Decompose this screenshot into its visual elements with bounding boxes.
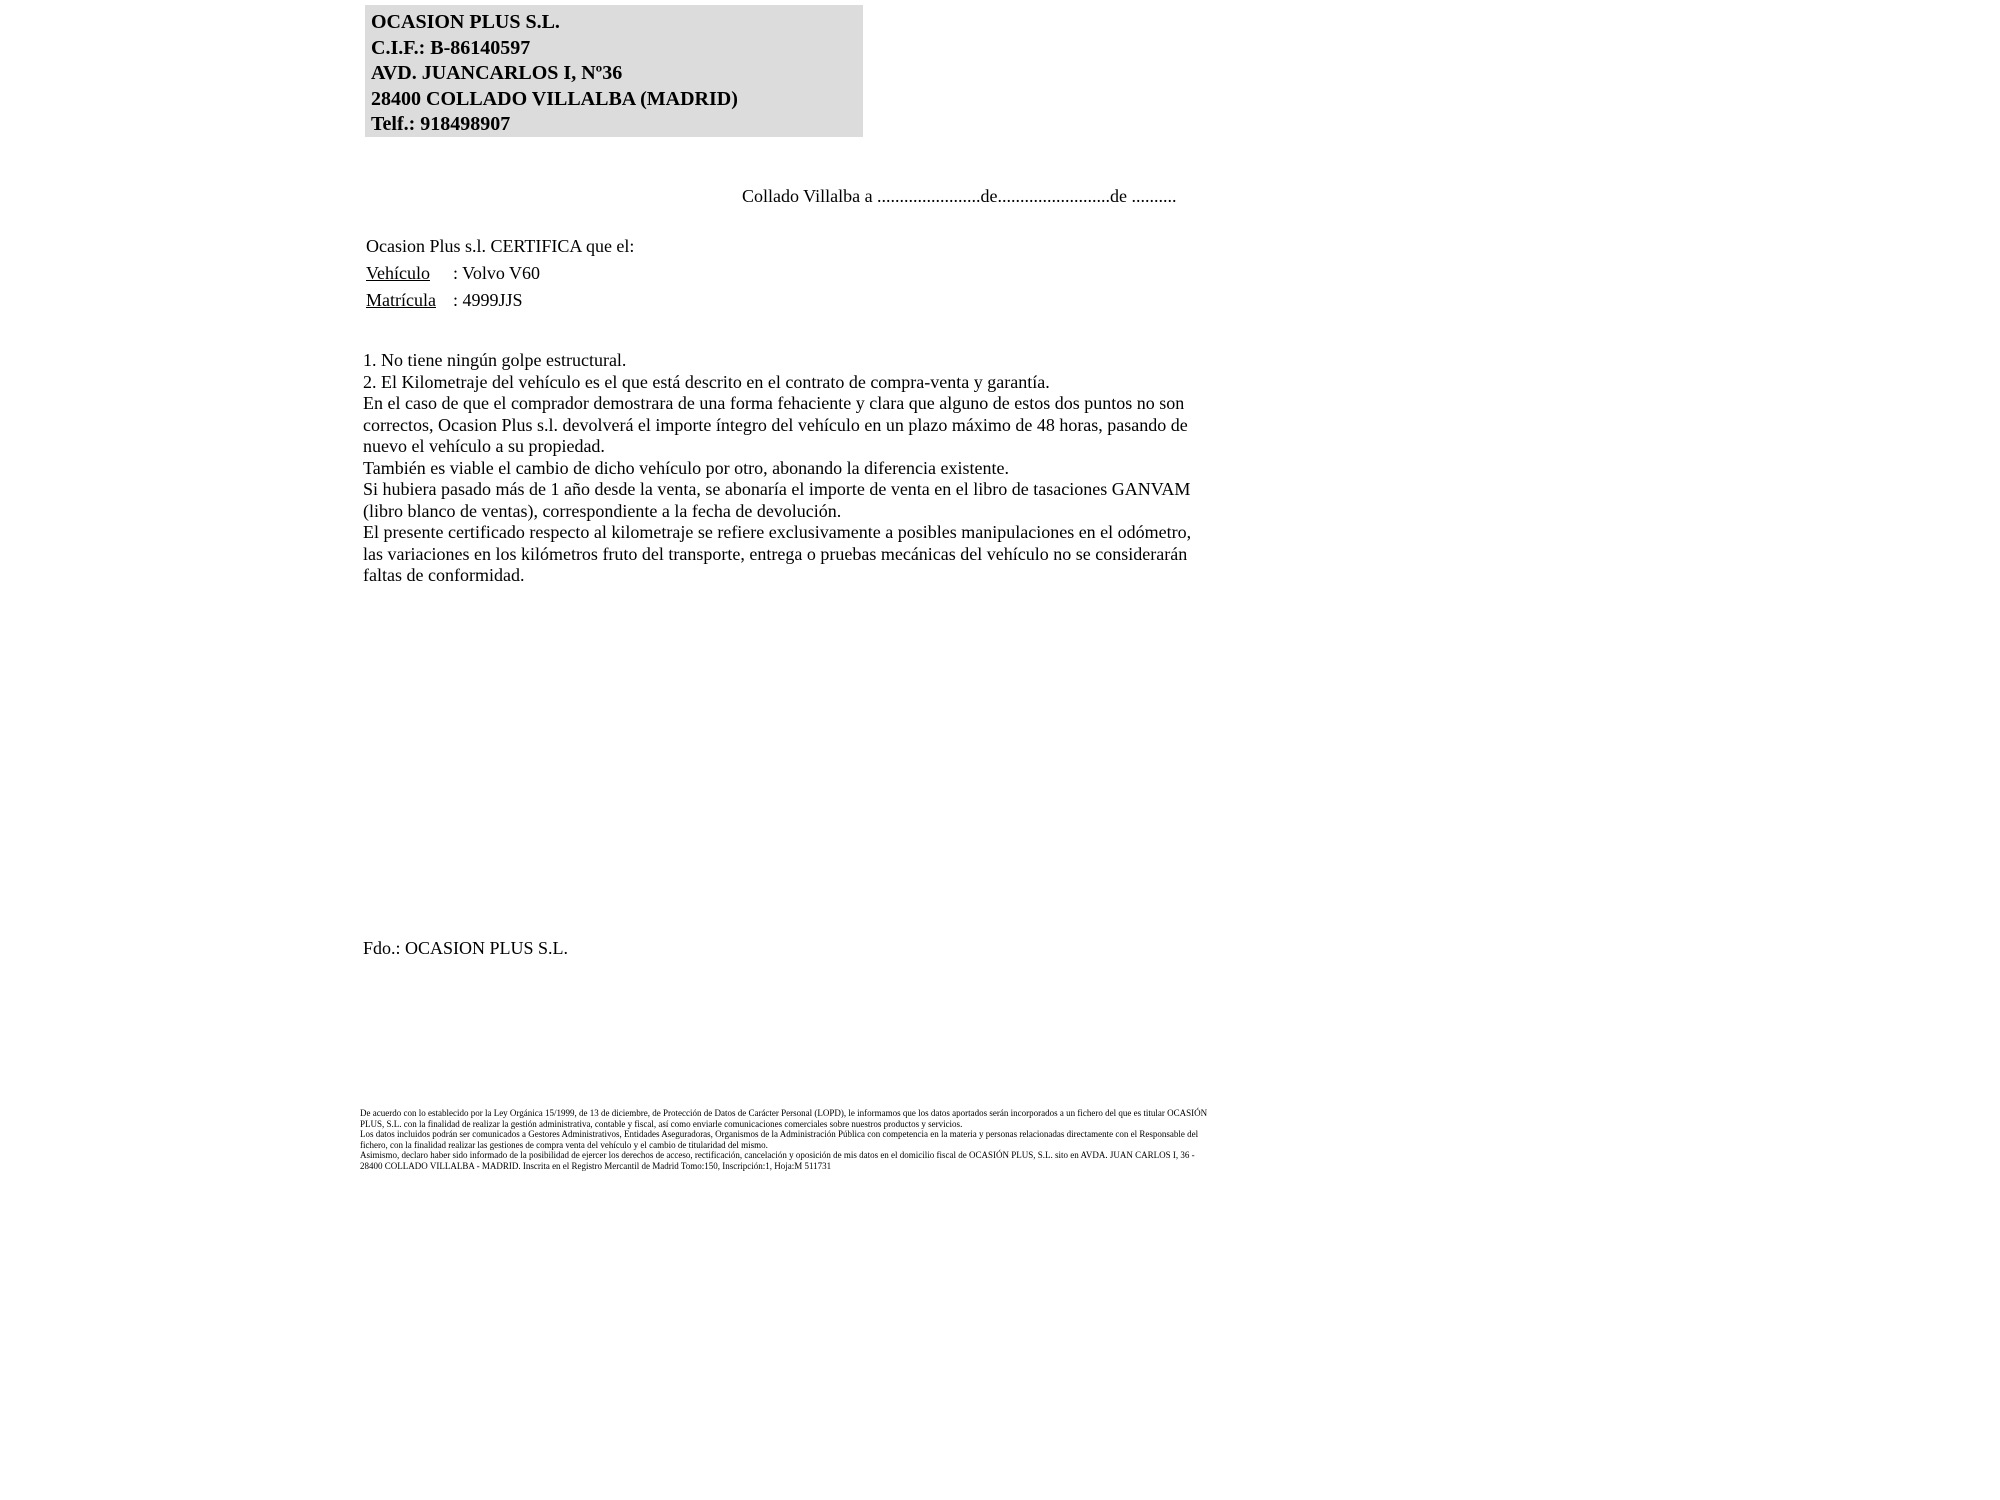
company-name: OCASION PLUS S.L. — [371, 11, 560, 33]
certify-point-2: 2. El Kilometraje del vehículo es el que está descrito en el contrato de compra-venta y garantía. — [363, 371, 1050, 392]
legal-footer-paragraph-lopd: De acuerdo con lo establecido por la Ley Orgánica 15/1999, de 13 de diciembre, de Protección de Datos de Carácter Personal (LOPD), le informamos que los datos aportados serán incorporados a un fichero del que es titular OCASIÓN PLUS, S.L. con la finalidad de realizar la gestión administrativa, contable y fiscal, así como enviarle comunicaciones comerciales sobre nuestros productos y servicios. — [360, 1108, 1208, 1129]
company-cif: C.I.F.: B-86140597 — [371, 36, 531, 59]
date-line: Collado Villalba a .......................de.........................de .......... — [742, 186, 1177, 206]
plate-label: Matrícula — [366, 290, 436, 310]
certify-block — [366, 233, 634, 314]
paragraph-refund-guarantee: En el caso de que el comprador demostrara de una forma fehaciente y clara que alguno de estos dos puntos no son correctos, Ocasion Plus s.l. devolverá el importe íntegro del vehículo en un plazo máximo de 48 horas, pasando de nuevo el vehículo a su propiedad. — [363, 393, 1188, 456]
certify-point-1: 1. No tiene ningún golpe estructural. — [363, 350, 627, 370]
paragraph-vehicle-exchange: También es viable el cambio de dicho vehículo por otro, abonando la diferencia existente. — [363, 457, 1010, 478]
certify-intro: Ocasion Plus s.l. CERTIFICA que el: — [366, 236, 635, 256]
legal-footer-paragraph-rights: Asimismo, declaro haber sido informado de la posibilidad de ejercer los derechos de acceso, rectificación, cancelación y oposición de mis datos en el domicilio fiscal de OCASIÓN PLUS, S.L. sito en AVDA. JUAN CARLOS I, 36 - 28400 COLLADO VILLALBA - MADRID. Inscrita en el Registro Mercantil de Madrid Tomo:150, Inscripción:1, Hoja:M 511731 — [360, 1150, 1195, 1171]
vehicle-label: Vehículo — [366, 263, 430, 283]
vehicle-value: : Volvo V60 — [453, 263, 541, 283]
plate-value: : 4999JJS — [453, 290, 523, 310]
signature-line: Fdo.: OCASION PLUS S.L. — [363, 938, 569, 958]
company-city: 28400 COLLADO VILLALBA (MADRID) — [371, 87, 738, 110]
plate-row — [366, 287, 634, 314]
company-header-box — [365, 5, 863, 137]
body-text-block — [363, 350, 1208, 587]
company-address: AVD. JUANCARLOS I, Nº36 — [371, 62, 623, 84]
paragraph-ganvam-valuation: Si hubiera pasado más de 1 año desde la venta, se abonaría el importe de venta en el libro de tasaciones GANVAM (libro blanco de ventas), correspondiente a la fecha de devolución. — [363, 479, 1191, 521]
legal-footer-paragraph-data-sharing: Los datos incluidos podrán ser comunicados a Gestores Administrativos, Entidades Aseguradoras, Organismos de la Administración Pública con competencia en la materia y personas relacionadas directamente con el Responsable del fichero, con la finalidad realizar las gestiones de compra venta del vehículo y el cambio de titularidad del mismo. — [360, 1129, 1199, 1150]
vehicle-row — [366, 260, 634, 287]
paragraph-odometer-disclaimer: El presente certificado respecto al kilometraje se refiere exclusivamente a posibles manipulaciones en el odómetro, las variaciones en los kilómetros fruto del transporte, entrega o pruebas mecánicas del vehículo no se considerarán faltas de conformidad. — [363, 522, 1192, 585]
legal-footer — [360, 1108, 1208, 1172]
company-phone: Telf.: 918498907 — [371, 113, 511, 135]
